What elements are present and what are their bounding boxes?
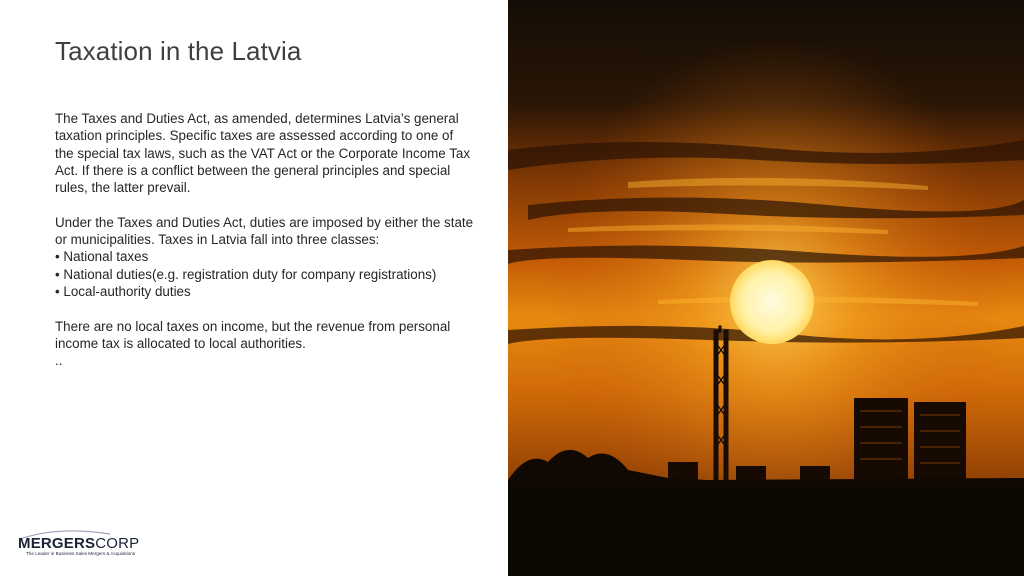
bullet-local-authority-duties: • Local-authority duties [55, 283, 191, 299]
logo-tagline: The Leader in Business Sales Mergers & Acquisitions [26, 551, 136, 556]
paragraph-taxes-and-duties-act: The Taxes and Duties Act, as amended, determines Latvia’s general taxation principles. Specific taxes are assessed according to one of the special tax laws, such as the VAT Act or the Corporate Income Tax Act. If there is a conflict between the general principles and special rules, the latter prevail. [55, 111, 471, 196]
bullet-national-taxes: • National taxes [55, 249, 149, 265]
sunset-city-photo [508, 0, 1024, 576]
slide-title: Taxation in the Latvia [55, 36, 302, 66]
paragraph-local-income-tax: There are no local taxes on income, but the revenue from personal income tax is allocated to local authorities. [55, 318, 451, 351]
sunset-image [508, 0, 1024, 576]
logo-name-light: CORP [95, 535, 140, 552]
paragraph-duties-classes: Under the Taxes and Duties Act, duties are imposed by either the state or municipalities. Taxes in Latvia fall into three classes: [55, 214, 474, 248]
trailing-dots: .. [55, 353, 63, 369]
mergerscorp-logo [18, 528, 138, 560]
spacer [55, 196, 475, 213]
body-text [55, 110, 475, 369]
bullet-national-duties: • National duties(e.g. registration duty for company registrations) [55, 266, 437, 282]
logo-name-bold: MERGERS [18, 535, 96, 552]
spacer [55, 300, 475, 317]
logo-wordmark [18, 535, 139, 552]
